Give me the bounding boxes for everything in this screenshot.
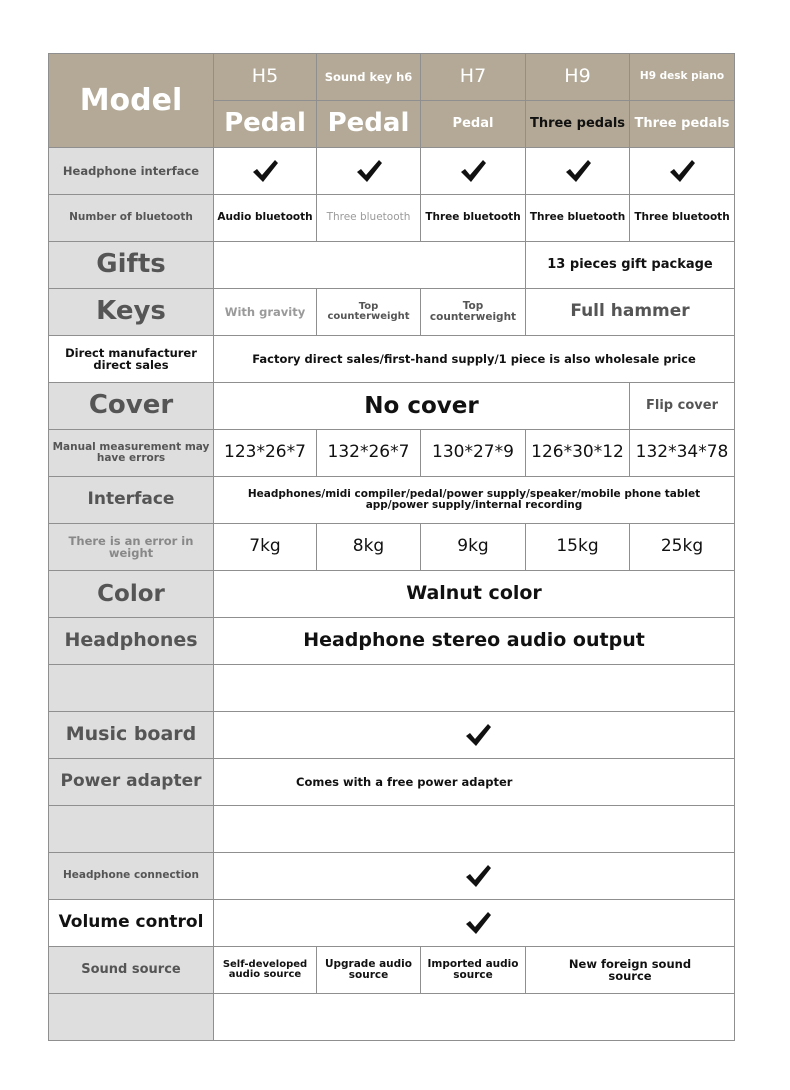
keys-h7: Top counterweight (421, 289, 526, 336)
pedal-h5: Pedal (214, 101, 317, 148)
direct-row (49, 336, 735, 383)
pedal-h6: Pedal (317, 101, 421, 148)
sound-h9: New foreign sound source (526, 947, 735, 994)
check-cell (214, 853, 735, 900)
gifts-label: Gifts (49, 242, 214, 289)
model-h6: Sound key h6 (317, 54, 421, 101)
power-label: Power adapter (49, 759, 214, 806)
bluetooth-label: Number of bluetooth (49, 195, 214, 242)
model-h5: H5 (214, 54, 317, 101)
weight-h7: 9kg (421, 524, 526, 571)
color-value: Walnut color (214, 571, 735, 618)
weight-h6: 8kg (317, 524, 421, 571)
check-cell (214, 148, 317, 195)
checkmark-icon (464, 863, 492, 889)
model-h9: H9 (526, 54, 630, 101)
keys-h6: Top counterweight (317, 289, 421, 336)
checkmark-icon (464, 910, 492, 936)
headphone-connection-row (49, 853, 735, 900)
direct-value: Factory direct sales/first-hand supply/1 piece is also wholesale price (214, 336, 735, 383)
power-value: Comes with a free power adapter (214, 759, 735, 806)
checkmark-icon (355, 158, 383, 184)
color-row (49, 571, 735, 618)
size-h5: 123*26*7 (214, 430, 317, 477)
keys-h9: Full hammer (526, 289, 735, 336)
pedal-h9-desk: Three pedals (630, 101, 735, 148)
cover-label: Cover (49, 383, 214, 430)
volume-row (49, 900, 735, 947)
gifts-value: 13 pieces gift package (526, 242, 735, 289)
weight-h5: 7kg (214, 524, 317, 571)
sound-h7: Imported audio source (421, 947, 526, 994)
headphones-row (49, 618, 735, 665)
check-cell (214, 712, 735, 759)
bluetooth-h7: Three bluetooth (421, 195, 526, 242)
model-h7: H7 (421, 54, 526, 101)
weight-row (49, 524, 735, 571)
size-h7: 130*27*9 (421, 430, 526, 477)
model-header: Model (49, 54, 214, 148)
bluetooth-h5: Audio bluetooth (214, 195, 317, 242)
cover-value-h9-desk: Flip cover (630, 383, 735, 430)
size-h9: 126*30*12 (526, 430, 630, 477)
size-h6: 132*26*7 (317, 430, 421, 477)
color-label: Color (49, 571, 214, 618)
headphone-interface-label: Headphone interface (49, 148, 214, 195)
spec-table (48, 53, 735, 1041)
model-h9-desk: H9 desk piano (630, 54, 735, 101)
bluetooth-row (49, 195, 735, 242)
empty-row (49, 806, 735, 853)
keys-row (49, 289, 735, 336)
empty-row (49, 994, 735, 1041)
interface-value: Headphones/midi compiler/pedal/power supply/speaker/mobile phone tablet app/power supply/internal recording (214, 477, 735, 524)
empty-label (49, 665, 214, 712)
cover-value: No cover (214, 383, 630, 430)
sound-h6: Upgrade audio source (317, 947, 421, 994)
pedal-h7: Pedal (421, 101, 526, 148)
size-label: Manual measurement may have errors (49, 430, 214, 477)
empty-label (49, 994, 214, 1041)
model-name-row (49, 54, 735, 101)
sound-row (49, 947, 735, 994)
check-cell (317, 148, 421, 195)
bluetooth-h9: Three bluetooth (526, 195, 630, 242)
checkmark-icon (564, 158, 592, 184)
size-h9-desk: 132*34*78 (630, 430, 735, 477)
direct-label: Direct manufacturer direct sales (49, 336, 214, 383)
gifts-empty (214, 242, 526, 289)
sound-label: Sound source (49, 947, 214, 994)
checkmark-icon (251, 158, 279, 184)
headphone-connection-label: Headphone connection (49, 853, 214, 900)
check-cell (526, 148, 630, 195)
empty-value (214, 994, 735, 1041)
headphones-label: Headphones (49, 618, 214, 665)
checkmark-icon (668, 158, 696, 184)
bluetooth-h6: Three bluetooth (317, 195, 421, 242)
weight-label: There is an error in weight (49, 524, 214, 571)
music-board-label: Music board (49, 712, 214, 759)
weight-h9: 15kg (526, 524, 630, 571)
size-row (49, 430, 735, 477)
keys-h5: With gravity (214, 289, 317, 336)
sound-h5: Self-developed audio source (214, 947, 317, 994)
checkmark-icon (464, 722, 492, 748)
interface-row (49, 477, 735, 524)
music-board-row (49, 712, 735, 759)
power-row (49, 759, 735, 806)
interface-label: Interface (49, 477, 214, 524)
checkmark-icon (459, 158, 487, 184)
empty-row (49, 665, 735, 712)
check-cell (214, 900, 735, 947)
volume-label: Volume control (49, 900, 214, 947)
keys-label: Keys (49, 289, 214, 336)
weight-h9-desk: 25kg (630, 524, 735, 571)
check-cell (421, 148, 526, 195)
gifts-row (49, 242, 735, 289)
cover-row (49, 383, 735, 430)
pedal-h9: Three pedals (526, 101, 630, 148)
headphones-value: Headphone stereo audio output (214, 618, 735, 665)
empty-value (214, 806, 735, 853)
empty-label (49, 806, 214, 853)
empty-value (214, 665, 735, 712)
check-cell (630, 148, 735, 195)
headphone-interface-row (49, 148, 735, 195)
bluetooth-h9-desk: Three bluetooth (630, 195, 735, 242)
